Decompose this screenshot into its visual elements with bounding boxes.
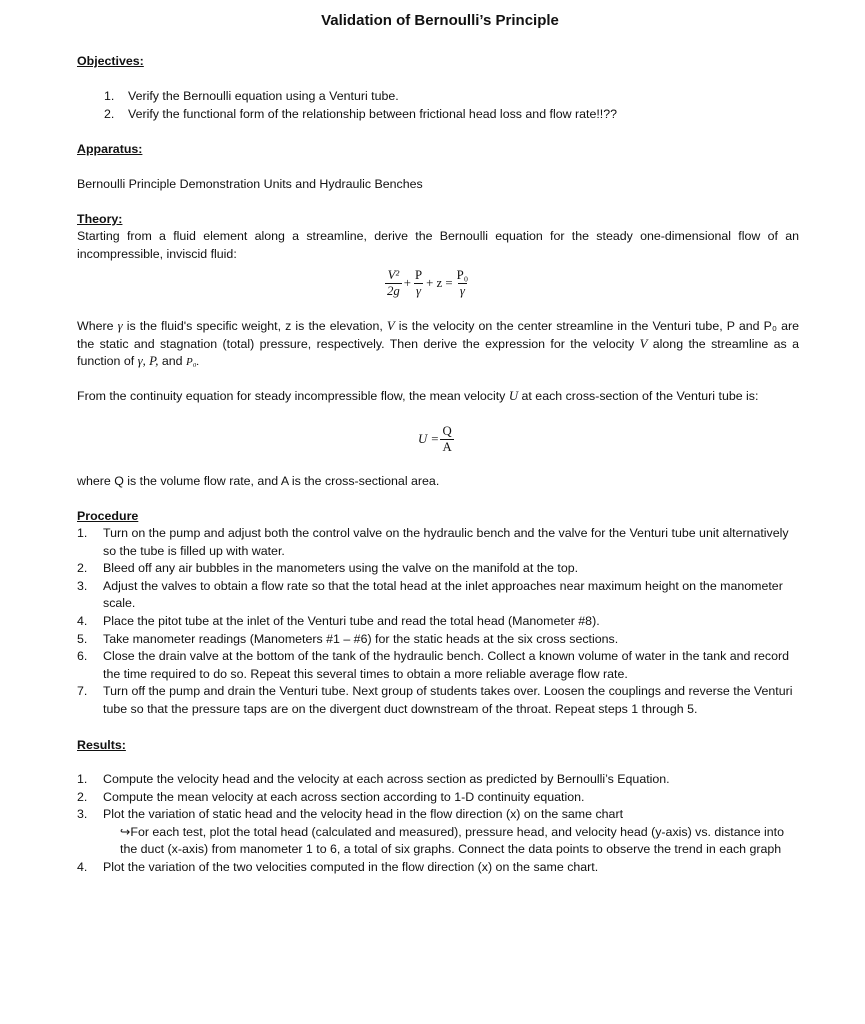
item-text: Plot the variation of the two velocities computed in the flow direction (x) on the same chart. — [103, 859, 599, 874]
procedure-step — [77, 525, 799, 560]
item-number: 3. — [77, 807, 88, 822]
step-text: Adjust the valves to obtain a flow rate so that the total head at the inlet approaches near maximum height on the manometer scale. — [103, 578, 783, 611]
where-text: and — [158, 354, 186, 369]
page-title: Validation of Bernoulli’s Principle — [321, 12, 559, 29]
procedure-step — [77, 631, 799, 649]
where-text: is the velocity on the center streamline in the Venturi tube, P and P₀ are the static and stagnation (total) pressure, respectively. Then derive the expression for the velocity — [77, 319, 800, 351]
objective-item — [104, 106, 804, 124]
objective-item — [104, 88, 804, 106]
continuity-equation — [416, 424, 454, 455]
mean-velocity-symbol: U — [508, 389, 519, 403]
eq-a: A — [442, 440, 452, 454]
objective-number: 2. — [104, 106, 115, 121]
stagnation-head-fraction — [455, 268, 471, 299]
eq-u: U — [418, 431, 428, 446]
step-number: 1. — [77, 526, 88, 540]
step-number: 5. — [77, 631, 88, 646]
where-text: along the streamline as a function of — [77, 336, 799, 369]
procedure-step — [77, 613, 799, 631]
step-number: 3. — [77, 578, 88, 593]
results-list — [77, 771, 799, 877]
objective-text: Verify the functional form of the relationship between frictional head loss and flow rate!!?? — [128, 106, 618, 121]
pressure-head-fraction — [413, 268, 424, 299]
results-item — [77, 771, 799, 789]
continuity-text: From the continuity equation for steady incompressible flow, the mean velocity — [77, 389, 509, 403]
continuity-paragraph — [77, 388, 799, 406]
eq-p0: P₀ — [456, 268, 469, 282]
eq-gamma: γ — [459, 284, 465, 298]
results-item — [77, 789, 799, 807]
theory-where-paragraph — [77, 318, 799, 372]
item-text: Compute the mean velocity at each across section according to 1-D continuity equation. — [103, 789, 585, 804]
procedure-heading: Procedure — [77, 509, 139, 523]
variable-symbols: γ, P, — [137, 354, 159, 369]
procedure-step — [77, 578, 799, 613]
eq-v-squared: V² — [387, 268, 400, 282]
item-number: 1. — [77, 772, 88, 786]
item-number: 4. — [77, 859, 88, 874]
velocity-head-fraction — [385, 268, 402, 299]
objectives-heading: Objectives: — [77, 54, 144, 68]
step-text: Turn off the pump and drain the Venturi tube. Next group of students takes over. Loosen the couplings and reverse the Venturi tube so that the pressure taps are on the divergent duct downstream of the throat. Repeat steps 1 through 5. — [103, 684, 793, 716]
step-text: Take manometer readings (Manometers #1 – #6) for the static heads at the six cross sections. — [103, 631, 619, 646]
eq-gamma: γ — [416, 284, 422, 298]
item-number: 2. — [77, 789, 88, 804]
step-text: Place the pitot tube at the inlet of the Venturi tube and read the total head (Manometer #8). — [103, 613, 600, 628]
procedure-list — [77, 525, 799, 719]
velocity-symbol: V — [639, 336, 648, 351]
continuity-where-text: where Q is the volume flow rate, and A is the cross-sectional area. — [77, 474, 440, 488]
continuity-text: at each cross-section of the Venturi tube is: — [518, 389, 759, 403]
objective-number: 1. — [104, 89, 115, 103]
eq-plus: + — [403, 275, 412, 290]
step-text: Close the drain valve at the bottom of the tank of the hydraulic bench. Collect a known volume of water in the tank and record the time required to do so. Repeat this several times to obtain a more reliable average flow rate. — [103, 649, 790, 681]
eq-equals: = — [431, 431, 439, 446]
item-text: Plot the variation of static head and the velocity head in the flow direction (x) on the same chart — [103, 807, 624, 822]
objective-text: Verify the Bernoulli equation using a Venturi tube. — [128, 89, 399, 103]
results-heading: Results: — [77, 738, 126, 752]
eq-two-g: 2g — [387, 284, 400, 298]
step-text: Turn on the pump and adjust both the control valve on the hydraulic bench and the valve for the Venturi tube unit alternatively so the tube is filled up with water. — [103, 526, 789, 558]
objectives-list — [104, 88, 804, 123]
where-text: is the fluid's specific weight, z is the elevation, — [122, 319, 387, 333]
flow-area-fraction — [440, 424, 453, 455]
where-text: Where — [77, 319, 118, 333]
step-number: 6. — [77, 649, 88, 664]
eq-p: P — [415, 268, 423, 282]
step-number: 4. — [77, 613, 88, 628]
velocity-symbol: V — [386, 319, 395, 333]
step-number: 7. — [77, 684, 88, 699]
theory-intro: Starting from a fluid element along a streamline, derive the Bernoulli equation for the steady one-dimensional flow of an incompressible, inviscid fluid: — [77, 229, 799, 261]
results-item — [77, 806, 799, 859]
eq-q: Q — [442, 424, 452, 438]
bernoulli-equation — [385, 268, 470, 299]
procedure-step — [77, 683, 799, 718]
apparatus-heading: Apparatus: — [77, 142, 143, 156]
results-subitem: ↪For each test, plot the total head (calculated and measured), pressure head, and velocity head (y-axis) vs. distance into the duct (x-axis) from manometer 1 to 6, a total of six graphs. Connect the data points to observe the trend in each graph — [120, 824, 785, 857]
results-item — [77, 859, 799, 877]
p0-symbol: P₀. — [186, 356, 200, 369]
apparatus-text: Bernoulli Principle Demonstration Units and Hydraulic Benches — [77, 177, 423, 191]
step-number: 2. — [77, 561, 88, 576]
procedure-step — [77, 648, 799, 683]
item-text: Compute the velocity head and the velocity at each across section as predicted by Bernoulli’s Equation. — [103, 772, 670, 786]
gamma-symbol: γ — [117, 319, 123, 333]
eq-plus-z-equals: + z = — [426, 275, 453, 290]
step-text: Bleed off any air bubbles in the manometers using the valve on the manifold at the top. — [103, 561, 579, 576]
theory-heading: Theory: — [77, 212, 123, 226]
procedure-step — [77, 560, 799, 578]
